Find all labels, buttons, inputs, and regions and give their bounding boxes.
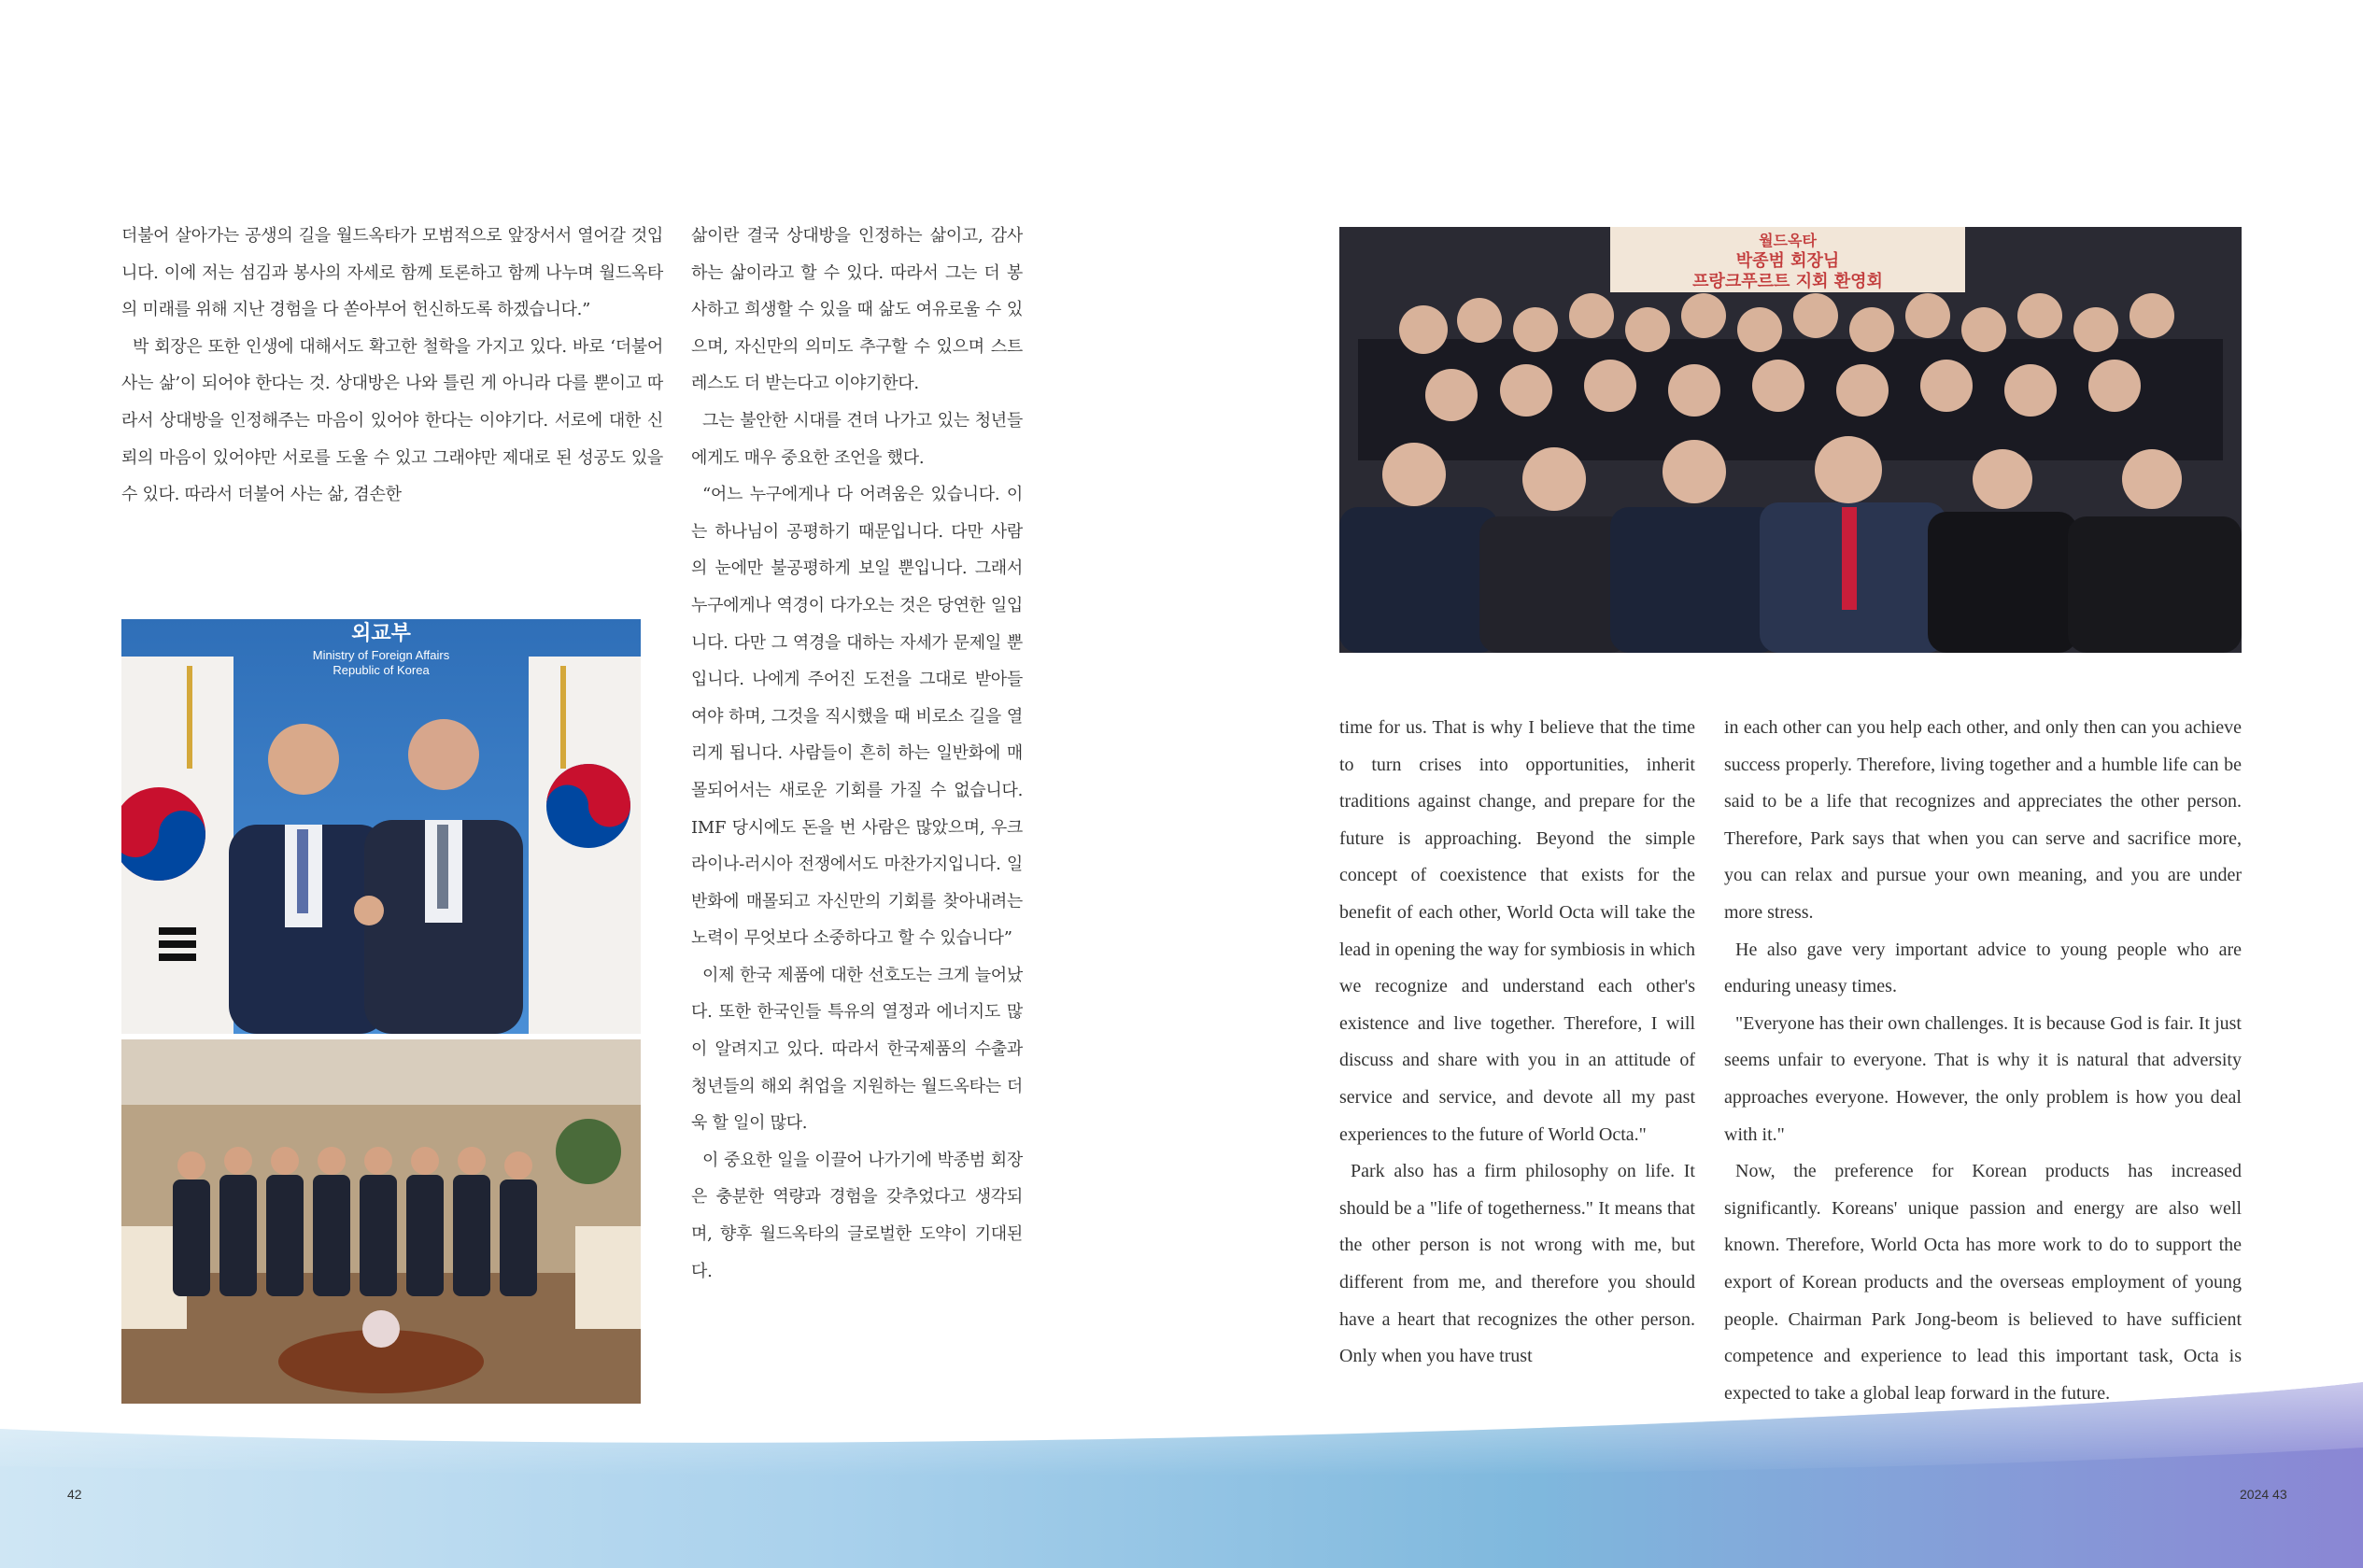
paragraph: Now, the preference for Korean products has increased significantly. Koreans' unique passion and energy are also well known. Therefore, World Octa has more work to do to support the export of Korean products and the overseas employment of young people. Chairman Park Jong-beom is believed to have sufficient competence and experience to lead this important task, Octa is expected to take a global leap forward in the future. [1724, 1161, 2242, 1404]
banner-line-3: 프랑크푸르트 지회 환영회 [1692, 272, 1883, 291]
left-column-1 [121, 218, 663, 514]
page-number-left: 42 [67, 1487, 82, 1502]
handshake-photo [121, 619, 641, 1034]
right-column-2 [1724, 710, 2242, 1412]
paragraph: "Everyone has their own challenges. It is because God is fair. It just seems unfair to everyone. That is why it is natural that adversity approaches everyone. However, the only problem is how you deal with it." [1724, 1012, 2242, 1145]
paragraph: He also gave very important advice to young people who are enduring uneasy times. [1724, 939, 2242, 997]
paragraph: 이 중요한 일을 이끌어 나가기에 박종범 회장은 충분한 역량과 경험을 갖추었다고 생각되며, 향후 월드옥타의 글로벌한 도약이 기대된다. [691, 1150, 1023, 1281]
paragraph: “어느 누구에게나 다 어려움은 있습니다. 이는 하나님이 공평하기 때문입니다. 다만 사람의 눈에만 불공평하게 보일 뿐입니다. 그래서 누구에게나 역경이 다가오는 것은 당연한 일입니다. 다만 그 역경을 대하는 자세가 문제일 뿐입니다. 나에게 주어진 도전을 그대로 받아들여야 하며, 그것을 직시했을 때 비로소 길을 열리게 됩니다. 사람들이 흔히 하는 일반화에 매몰되어서는 새로운 기회를 가질 수 없습니다. IMF 당시에도 돈을 번 사람은 많았으며, 우크라이나-러시아 전쟁에서도 마찬가지입니다. 일반화에 매몰되고 자신만의 기회를 찾아내려는 노력이 무엇보다 소중하다고 할 수 있습니다” [691, 485, 1023, 949]
banner-line-2: 박종범 회장님 [1735, 251, 1840, 271]
paragraph: 이제 한국 제품에 대한 선호도는 크게 늘어났다. 또한 한국인들 특유의 열정과 에너지도 많이 알려지고 있다. 따라서 한국제품의 수출과 청년들의 해외 취업을 지원하는 월드옥타는 더욱 할 일이 많다. [691, 965, 1023, 1134]
sign-english-2: Republic of Korea [333, 663, 430, 677]
paragraph: 더불어 살아가는 공생의 길을 월드옥타가 모범적으로 앞장서서 열어갈 것입니다. 이에 저는 섬김과 봉사의 자세로 함께 토론하고 함께 나누며 월드옥타의 미래를 위해 지난 경험을 다 쏟아부어 헌신하도록 하겠습니다.” [121, 226, 663, 320]
paragraph: time for us. That is why I believe that the time to turn crises into opportunities, inherit traditions against change, and prepare for the future is approaching. Beyond the simple concept of coexistence that exists for the benefit of each other, World Octa will take the lead in opening the way for symbiosis in which we recognize and understand each other's existence and live together. Therefore, I will discuss and share with you in an attitude of service and service, and devote all my past experiences to the future of World Octa." [1339, 717, 1695, 1145]
paragraph: 그는 불안한 시대를 견뎌 나가고 있는 청년들에게도 매우 중요한 조언을 했다. [691, 410, 1023, 468]
sign-korean: 외교부 [351, 622, 411, 645]
sign-english-1: Ministry of Foreign Affairs [312, 648, 450, 662]
paragraph: 삶이란 결국 상대방을 인정하는 삶이고, 감사하는 삶이라고 할 수 있다. 따라서 그는 더 봉사하고 희생할 수 있을 때 삶도 여유로울 수 있으며, 자신만의 의미도 추구할 수 있으며 스트레스도 더 받는다고 이야기한다. [691, 226, 1023, 394]
group-celebration-photo [1339, 227, 2242, 653]
page-number-right: 2024 43 [2240, 1487, 2287, 1502]
left-column-2 [691, 218, 1023, 1290]
banner-line-1: 월드옥타 [1759, 232, 1817, 249]
meeting-room-group-photo [121, 1039, 641, 1404]
paragraph: 박 회장은 또한 인생에 대해서도 확고한 철학을 가지고 있다. 바로 ‘더불어 사는 삶’이 되어야 한다는 것. 상대방은 나와 틀린 게 아니라 다를 뿐이고 따라서 상대방을 인정해주는 마음이 있어야 한다는 이야기다. 서로에 대한 신뢰의 마음이 있어야만 서로를 도울 수 있고 그래야만 제대로 된 성공도 있을 수 있다. 따라서 더불어 사는 삶, 겸손한 [121, 336, 663, 505]
right-column-1 [1339, 710, 1695, 1376]
paragraph: Park also has a firm philosophy on life. It should be a "life of togetherness." It means that the other person is not wrong with me, but different from me, and therefore you should have a heart that recognizes the other person. Only when you have trust [1339, 1161, 1695, 1367]
paragraph: in each other can you help each other, and only then can you achieve success properly. Therefore, living together and a humble life can be said to be a life that recognizes and appreciates the other person. Therefore, Park says that when you can serve and sacrifice more, you can relax and pursue your own meaning, and you are under more stress. [1724, 717, 2242, 923]
right-page [1182, 0, 2363, 1568]
